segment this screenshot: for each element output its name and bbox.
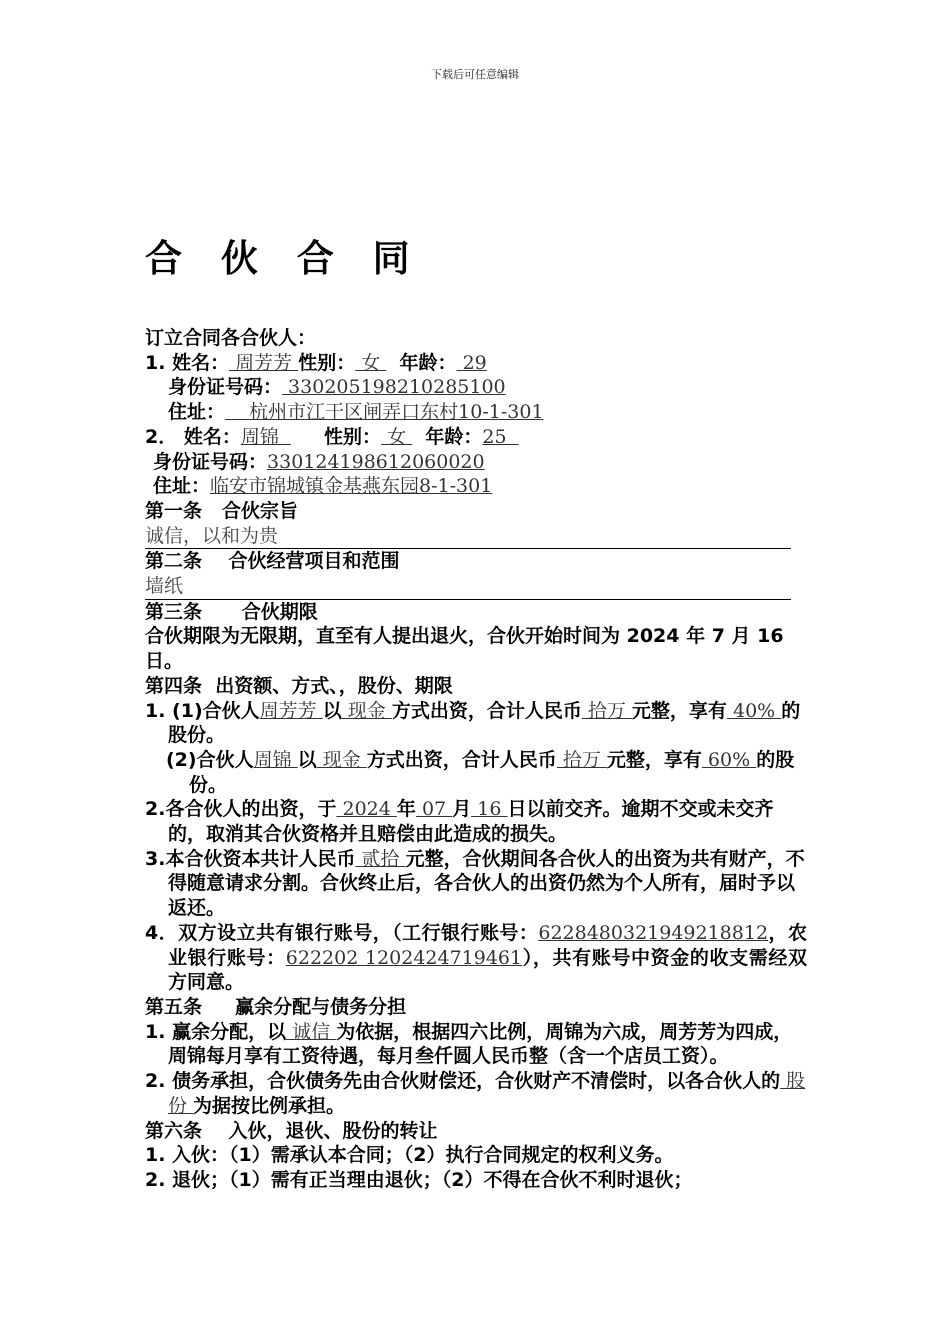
- article2-content: 墙纸: [145, 574, 791, 600]
- partner1-num: 1.: [145, 351, 166, 374]
- day-field: 16: [471, 798, 508, 821]
- item-text: 本合伙资本共计人民币: [165, 847, 356, 870]
- month-field: 07: [415, 798, 453, 821]
- partner1-id-label: 身份证号码：: [168, 376, 283, 399]
- article3-title: 第三条 合伙期限: [145, 600, 318, 623]
- item-num: 1.: [145, 1020, 166, 1043]
- article6-item2: 2. 退伙；（1）需有正当理由退伙；（2）不得在合伙不利时退伙；: [145, 1168, 693, 1191]
- share-field: 60%: [701, 748, 757, 771]
- partner2-name-label: 姓名：: [183, 425, 241, 448]
- article4-item3: [145, 847, 807, 921]
- intro-line: 订立合同各合伙人：: [145, 327, 317, 349]
- item-text: 元整，合伙期间各合伙人的出资为共有财产，不得随意请求分割。合伙终止后，各合伙人的出资仍然为个人所有，届时予以返还。: [168, 847, 805, 920]
- item-text: 以: [322, 699, 342, 722]
- item-text: 以: [297, 748, 317, 771]
- partner1-addr-label: 住址：: [168, 401, 226, 424]
- partner2-id-label: 身份证号码：: [153, 450, 268, 473]
- item-text: 元整，享有: [631, 699, 727, 722]
- document-title: 合 伙 合 同: [145, 237, 423, 280]
- partner2-gender-label: 性别：: [324, 425, 382, 448]
- basis-field: 股份: [168, 1070, 806, 1117]
- contract-body: [145, 326, 807, 1193]
- item-text: 方式出资，合计人民币: [391, 699, 582, 722]
- item-text: ，农业银行账号：: [168, 921, 807, 969]
- partner1-line: [145, 351, 807, 376]
- article3-text: 合伙期限为无限期，直至有人提出退火，合伙开始时间为 2024 年 7 月 16 日。: [145, 625, 784, 673]
- partner2-name: 周锦: [240, 425, 291, 448]
- article6-item1: 1. 入伙：（1）需承认本合同；（2）执行合同规定的权利义务。: [145, 1144, 674, 1167]
- partner2-id-line: [145, 450, 807, 475]
- icbc-account-field: 6228480321949218812: [538, 921, 769, 944]
- partner1-gender: 女: [355, 351, 387, 374]
- page-header-note: 下载后可任意编辑: [431, 68, 519, 81]
- partner2-id: 330124198612060020: [267, 450, 485, 473]
- partner1-addr: 杭州市江干区闸弄口东村10-1-301: [225, 401, 544, 424]
- partner1-gender-label: 性别：: [298, 351, 356, 374]
- item-text: 合伙人: [196, 748, 254, 771]
- item-text: 为依据，根据四六比例，周锦为六成，周芳芳为四成，周锦每月享有工资待遇，每月叁仟圆人民币整（含一个店员工资）。: [168, 1020, 793, 1068]
- item-num: (2): [166, 748, 197, 771]
- method-field: 现金: [341, 699, 392, 722]
- partner2-addr-label: 住址：: [153, 475, 211, 498]
- item-text: 元整，享有: [606, 748, 702, 771]
- item-text: 月: [452, 798, 472, 821]
- partner1-age-label: 年龄：: [399, 351, 457, 374]
- partner2-age: 25: [482, 425, 519, 448]
- article1-title: 第一条 合伙宗旨: [145, 499, 298, 522]
- amount-field: 拾万: [556, 748, 607, 771]
- partner1-id: 330205198210285100: [282, 376, 506, 399]
- year-field: 2024: [336, 798, 397, 821]
- partner1-age: 29: [456, 351, 487, 374]
- item-text: 各合伙人的出资，于: [165, 798, 337, 821]
- abc-account-field: 622202 1202424719461: [285, 946, 523, 969]
- partner2-line: [145, 425, 807, 450]
- article2-title: 第二条 合伙经营项目和范围: [145, 550, 400, 573]
- article5-item2: [145, 1069, 807, 1118]
- item-text: 双方设立共有银行账号，（工行银行账号：: [178, 921, 539, 944]
- item-num: 2.: [145, 1070, 166, 1093]
- basis-field: 诚信: [286, 1020, 337, 1043]
- partner2-addr-line: [145, 474, 807, 499]
- item-text: 为据按比例承担。: [193, 1094, 346, 1117]
- item-num: 3.: [145, 847, 166, 870]
- partner2-addr: 临安市锦城镇金基燕东园8-1-301: [210, 475, 493, 498]
- amount-field: 拾万: [581, 699, 632, 722]
- item-text: 日以前交齐。逾期不交或未交齐的，取消其合伙资格并且赔偿由此造成的损失。: [168, 798, 774, 846]
- article5-item1: [145, 1020, 807, 1069]
- article5-title: 第五条 赢余分配与债务分担: [145, 995, 407, 1018]
- item-text: 债务承担，合伙债务先由合伙财偿还，合伙财产不清偿时，以各合伙人的: [172, 1070, 781, 1093]
- method-field: 现金: [316, 748, 367, 771]
- partner1-name-label: 姓名：: [172, 351, 230, 374]
- item-text: 的股份。: [189, 748, 795, 796]
- partner1-id-line: [145, 375, 807, 400]
- item-num: 1. (1): [145, 699, 203, 722]
- article4-item1b: [145, 748, 807, 797]
- item-text: 赢余分配，以: [172, 1020, 287, 1043]
- item-text: 方式出资，合计人民币: [366, 748, 557, 771]
- article6-title: 第六条 入伙，退伙、股份的转让: [145, 1119, 438, 1142]
- total-field: 贰拾: [355, 847, 406, 870]
- partner1-addr-line: [145, 400, 807, 425]
- partner1-name: 周芳芳: [229, 351, 299, 374]
- article4-item4: [145, 921, 807, 995]
- article1-content: 诚信，以和为贵: [145, 524, 791, 550]
- item-text: 年: [396, 798, 416, 821]
- partner2-gender: 女: [381, 425, 413, 448]
- item-text: 合伙人: [202, 699, 260, 722]
- item-num: 4．: [145, 921, 179, 944]
- item-text: 的股份。: [168, 699, 801, 747]
- article4-item2: [145, 797, 807, 846]
- partner-name-field: 周芳芳: [259, 699, 323, 722]
- partner2-num: 2．: [145, 425, 178, 448]
- partner2-age-label: 年龄：: [425, 425, 483, 448]
- item-text: ），共有账号中资金的收支需经双方同意。: [168, 946, 807, 994]
- article4-item1a: [145, 699, 807, 748]
- partner-name-field: 周锦: [253, 748, 298, 771]
- item-num: 2.: [145, 798, 166, 821]
- share-field: 40%: [726, 699, 782, 722]
- article4-title: 第四条 出资额、方式、，股份、期限: [145, 674, 453, 697]
